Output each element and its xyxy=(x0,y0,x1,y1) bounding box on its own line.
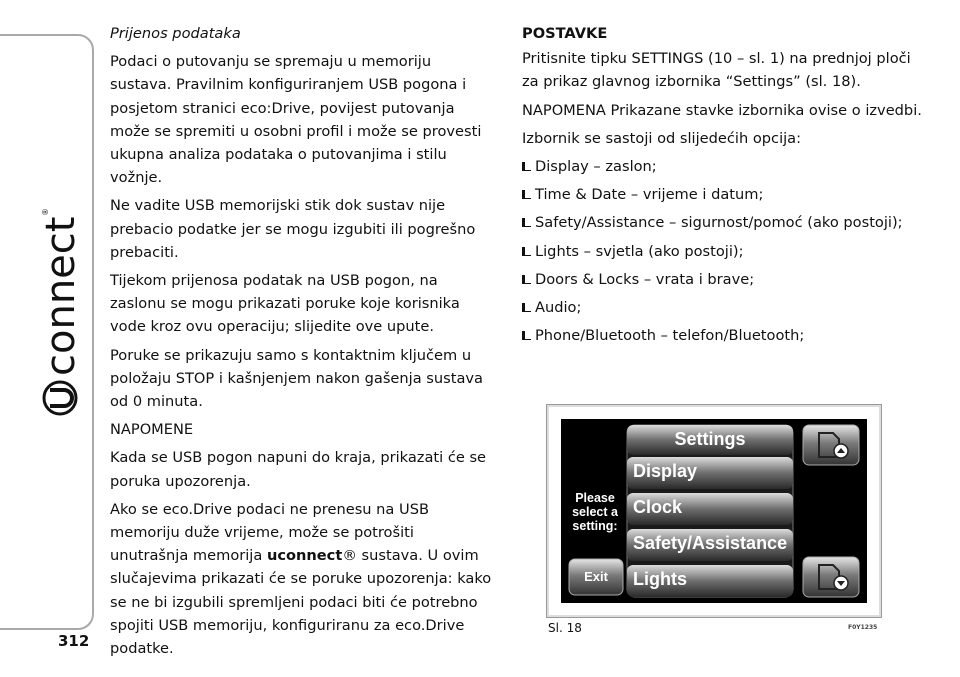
bullet-icon xyxy=(522,331,531,340)
left-column xyxy=(110,22,492,665)
paragraph: Izbornik se sastoji od slijedećih opcija: xyxy=(522,129,802,147)
paragraph: Ne vadite USB memorijski stik dok sustav nije prebacio podatke jer se mogu izgubiti ili pogrešno prebaciti. xyxy=(110,197,476,261)
svg-text:®: ® xyxy=(41,208,50,216)
svg-text:connect: connect xyxy=(38,216,84,376)
bullet-icon xyxy=(522,275,531,284)
screen-title: Settings xyxy=(674,429,746,449)
paragraph: Pritisnite tipku SETTINGS (10 – sl. 1) na prednjoj ploči za prikaz glavnog izbornika “Settings” (sl. 18). xyxy=(522,50,911,91)
list-item: Phone/Bluetooth – telefon/Bluetooth; xyxy=(522,324,922,347)
paragraph: Kada se USB pogon napuni do kraja, prikazati će se poruka upozorenja. xyxy=(110,449,487,490)
paragraph: Podaci o putovanju se spremaju u memoriju sustava. Pravilnim konfiguriranjem USB pogona i posjetom stranici eco:Drive, povijest putovanja može se spremiti u osobni profil i može se provesti ukupna analiza podataka o putovanjima i stilu vožnje. xyxy=(110,53,482,187)
page-number: 312 xyxy=(58,632,90,650)
figure-settings-screen xyxy=(546,404,882,618)
page-up-icon[interactable] xyxy=(803,425,859,465)
settings-screen xyxy=(561,419,867,603)
paragraph: Ako se eco.Drive podaci ne prenesu na USB memoriju duže vrijeme, može se potrošiti unutrašnja memorija uconnect® sustava. U ovim slučajevima prikazati će se poruke upozorenja: kako se ne bi izgubili spremljeni podaci biti će potrebno spojiti USB memoriju, konfiguriranu za eco.Drive podatke. xyxy=(110,500,492,658)
section-heading: POSTAVKE xyxy=(522,25,608,42)
bullet-icon xyxy=(522,303,531,312)
menu-item-safety[interactable]: Safety/Assistance xyxy=(633,533,788,553)
list-item: Display – zaslon; xyxy=(522,155,922,178)
bullet-icon xyxy=(522,162,531,171)
paragraph: Tijekom prijenosa podatak na USB pogon, na zaslonu se mogu prikazati poruke koje korisnika vode kroz ovu operaciju; slijedite ove upute. xyxy=(110,272,460,336)
page-down-icon[interactable] xyxy=(803,557,859,597)
paragraph: NAPOMENA Prikazane stavke izbornika ovise o izvedbi. xyxy=(522,101,922,119)
list-item: Audio; xyxy=(522,296,922,319)
section-subtitle: Prijenos podataka xyxy=(110,25,241,42)
list-item: Safety/Assistance – sigurnost/pomoć (ako postoji); xyxy=(522,211,922,234)
menu-item-lights[interactable]: Lights xyxy=(633,569,687,589)
bullet-icon xyxy=(522,218,531,227)
menu-item-clock[interactable]: Clock xyxy=(633,497,683,517)
figure-code: F0Y1235 xyxy=(848,624,878,631)
menu-item-display[interactable]: Display xyxy=(633,461,698,481)
figure-caption: Sl. 18 xyxy=(548,621,582,635)
bullet-icon xyxy=(522,190,531,199)
list-item: Doors & Locks – vrata i brave; xyxy=(522,268,922,291)
prompt-text: Please select a setting: xyxy=(572,491,618,533)
right-column xyxy=(522,22,922,352)
paragraph: Poruke se prikazuju samo s kontaktnim ključem u položaju STOP i kašnjenjem nakon gašenja sustava od 0 minuta. xyxy=(110,346,483,411)
brand-name: uconnect xyxy=(266,547,343,565)
exit-button[interactable]: Exit xyxy=(584,569,608,584)
notes-heading: NAPOMENE xyxy=(110,421,194,439)
uconnect-logo xyxy=(6,180,96,420)
list-item: Lights – svjetla (ako postoji); xyxy=(522,240,922,263)
bullet-icon xyxy=(522,247,531,256)
list-item: Time & Date – vrijeme i datum; xyxy=(522,183,922,206)
